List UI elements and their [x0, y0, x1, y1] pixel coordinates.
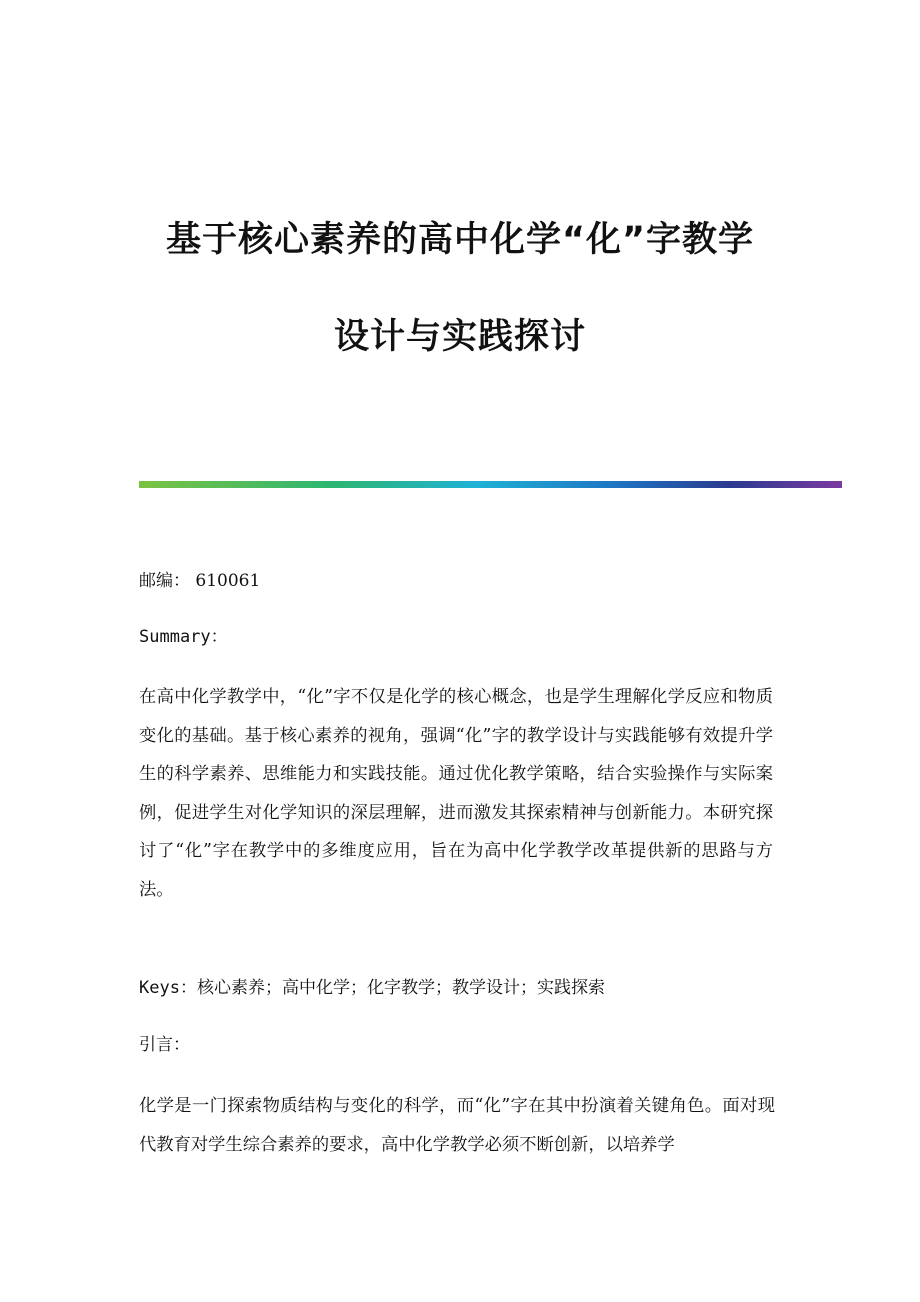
- keywords-label: Keys：: [139, 978, 197, 998]
- keywords-line: [139, 976, 605, 1000]
- title-line-2: 设计与实践探讨: [333, 317, 586, 357]
- title-line-1: 基于核心素养的高中化学“化”字教学: [165, 220, 754, 260]
- introduction-heading: 引言：: [139, 1035, 190, 1055]
- introduction-paragraph: 化学是一门探索物质结构与变化的科学，而“化”字在其中扮演着关键角色。面对现代教育对学生综合素养的要求，高中化学教学必须不断创新，以培养学: [139, 1096, 775, 1155]
- gradient-divider: [139, 481, 842, 488]
- keywords-text: 核心素养；高中化学；化字教学；教学设计；实践探索: [196, 978, 605, 998]
- summary-heading: Summary：: [139, 627, 228, 647]
- postcode-line: [139, 569, 260, 593]
- postcode-label: 邮编：: [139, 571, 190, 591]
- summary-paragraph: 在高中化学教学中，“化”字不仅是化学的核心概念，也是学生理解化学反应和物质变化的基础。基于核心素养的视角，强调“化”字的教学设计与实践能够有效提升学生的科学素养、思维能力和实践技能。通过优化教学策略，结合实验操作与实际案例，促进学生对化学知识的深层理解，进而激发其探索精神与创新能力。本研究探讨了“化”字在教学中的多维度应用，旨在为高中化学教学改革提供新的思路与方法。: [139, 687, 773, 900]
- postcode-value: 610061: [195, 571, 261, 591]
